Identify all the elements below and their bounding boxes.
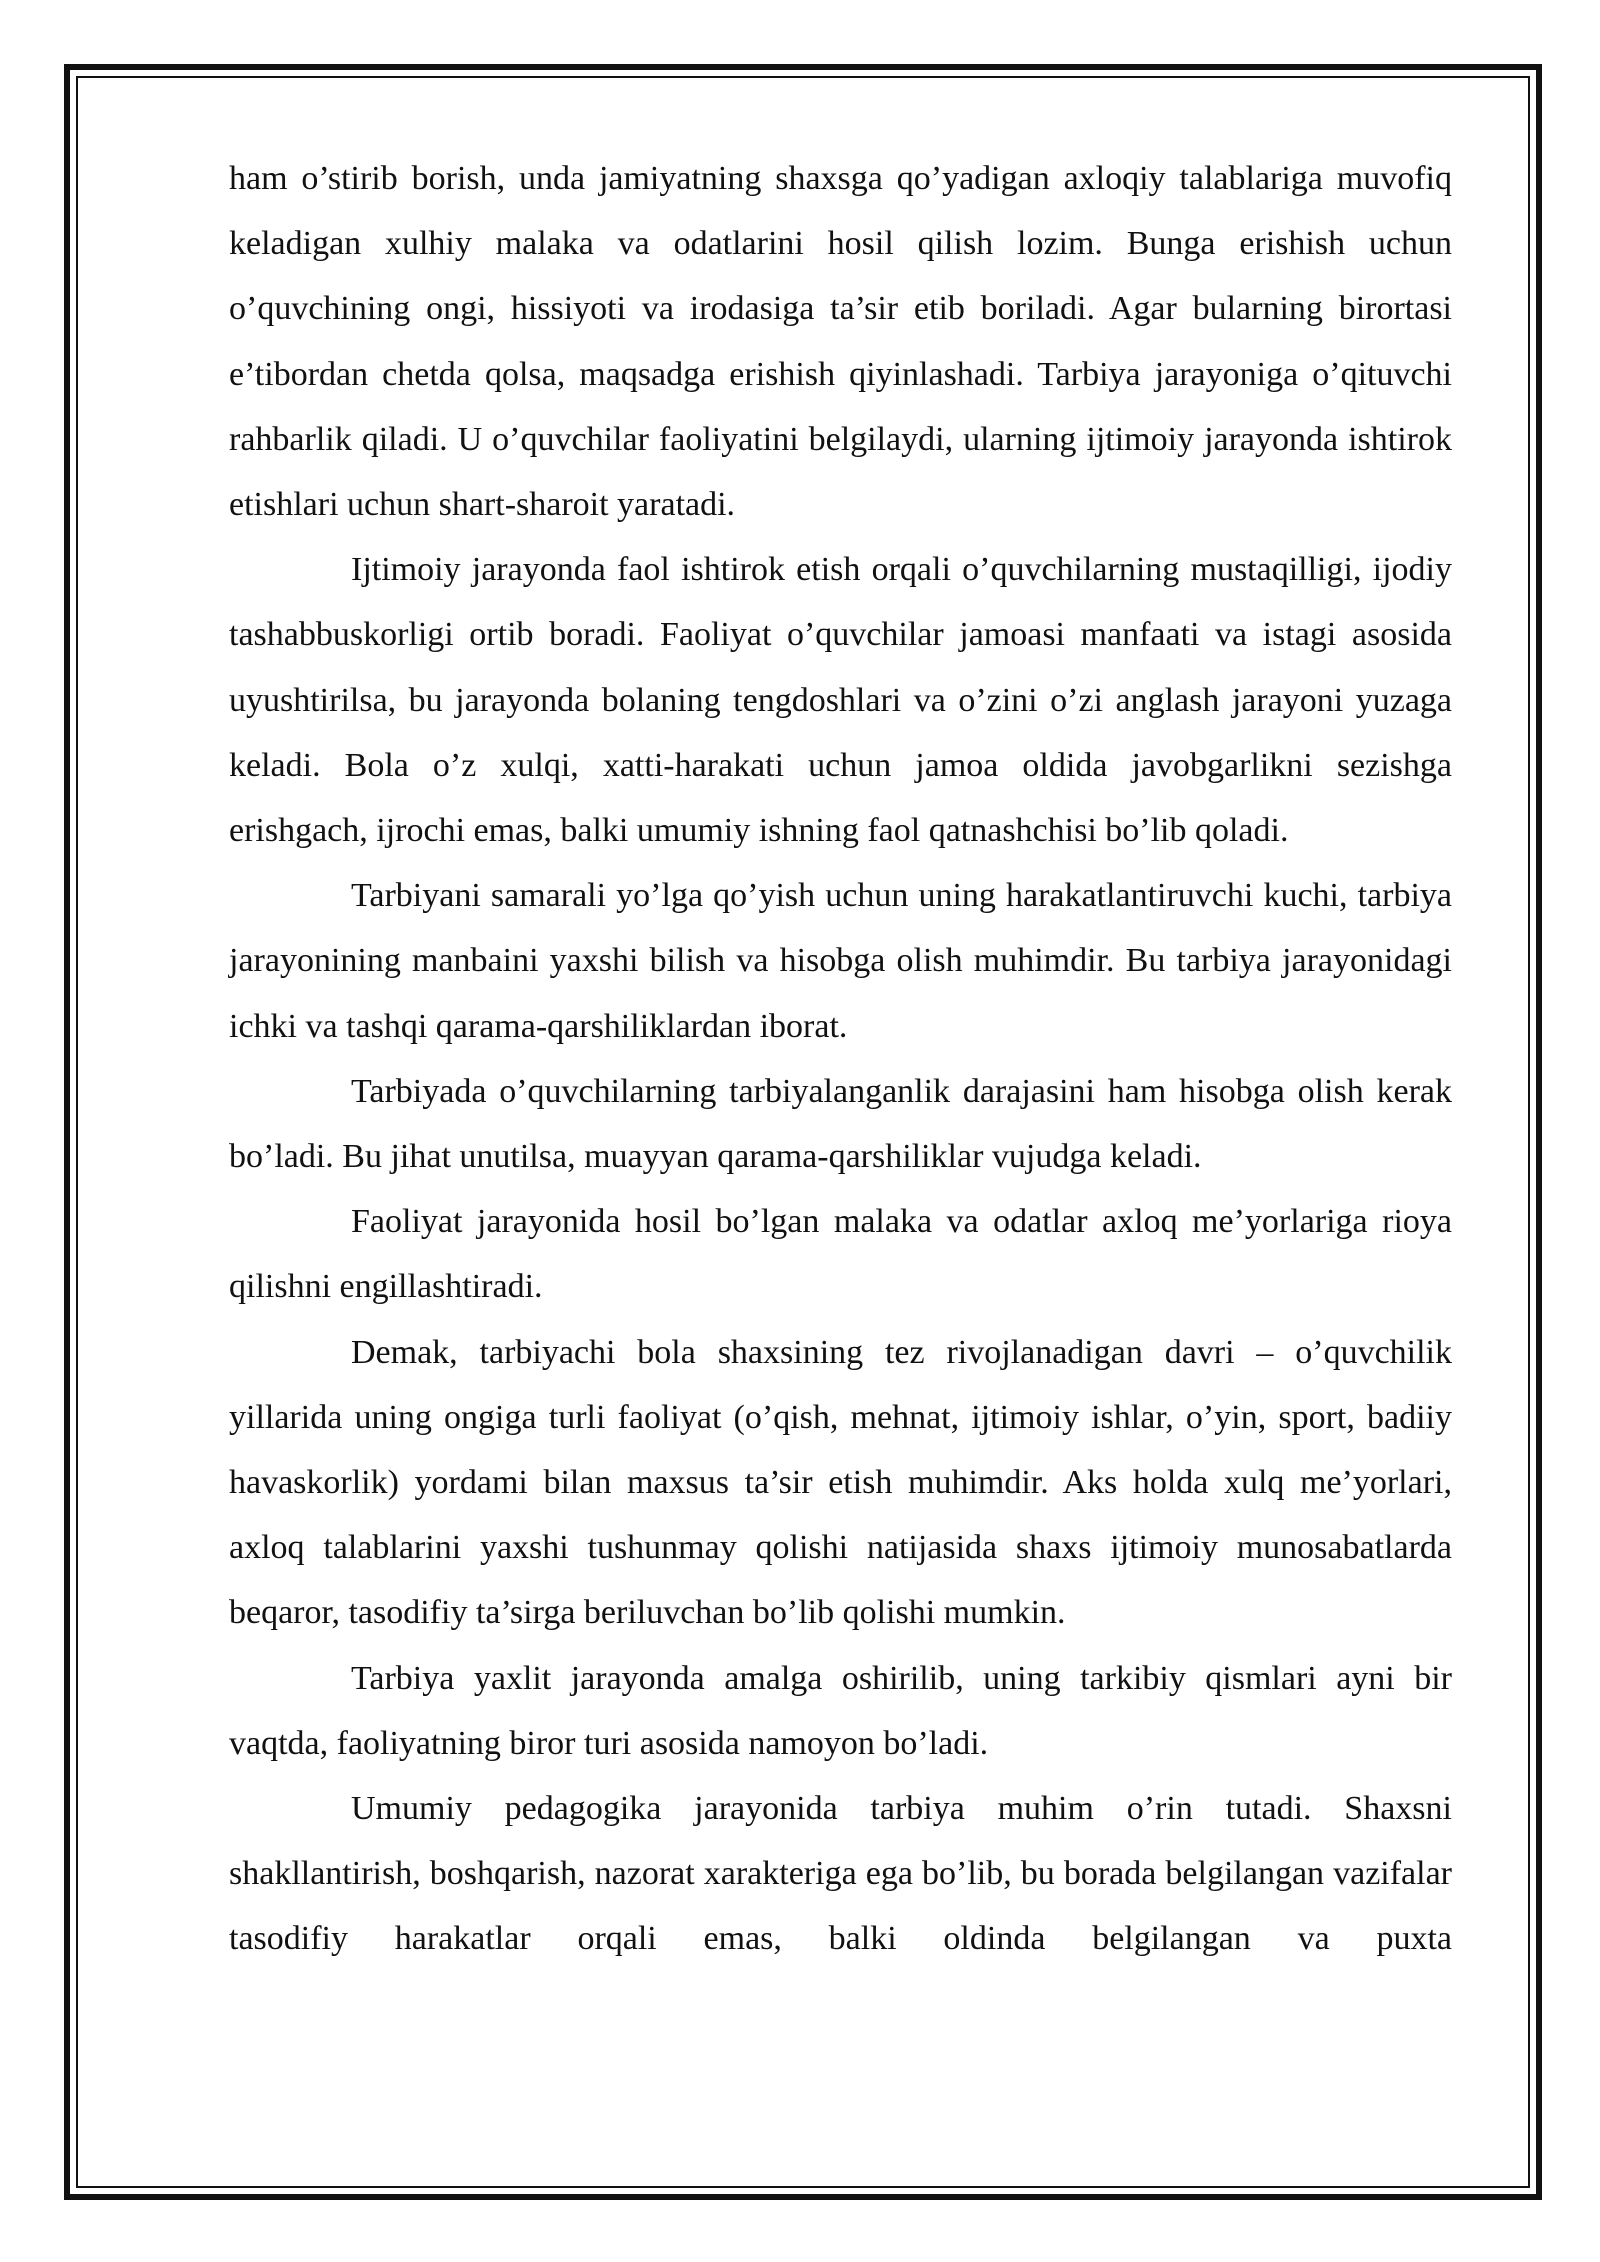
paragraph: Ijtimoiy jarayonda faol ishtirok etish orqali o’quvchilarning mustaqilligi, ijodiy tashabbuskorligi ortib boradi. Faoliyat o’quvchilar jamoasi manfaati va istagi asosida uyushtirilsa, bu jarayonda bolaning tengdoshlari va o’zini o’zi anglash jarayoni yuzaga keladi. Bola o’z xulqi, xatti-harakati uchun jamoa oldida javobgarlikni sezishga erishgach, ijrochi emas, balki umumiy ishning faol qatnashchisi bo’lib qoladi.: [229, 551, 1452, 850]
paragraph: Umumiy pedagogika jarayonida tarbiya muhim o’rin tutadi. Shaxsni shakllantirish, boshqarish, nazorat xarakteriga ega bo’lib, bu borada belgilangan vazifalar tasodifiy harakatlar orqali emas, balki oldinda belgilangan va puxta: [229, 1790, 1452, 1958]
paragraph: ham o’stirib borish, unda jamiyatning shaxsga qo’yadigan axloqiy talablariga muvofiq keladigan xulhiy malaka va odatlarini hosil qilish lozim. Bunga erishish uchun o’quvchining ongi, hissiyoti va irodasiga ta’sir etib boriladi. Agar bularning birortasi e’tibordan chetda qolsa, maqsadga erishish qiyinlashadi. Tarbiya jarayoniga o’qituvchi rahbarlik qiladi. U o’quvchilar faoliyatini belgilaydi, ularning ijtimoiy jarayonda ishtirok etishlari uchun shart-sharoit yaratadi.: [229, 160, 1452, 524]
paragraph: Tarbiyani samarali yo’lga qo’yish uchun uning harakatlantiruvchi kuchi, tarbiya jarayonining manbaini yaxshi bilish va hisobga olish muhimdir. Bu tarbiya jarayonidagi ichki va tashqi qarama-qarshiliklardan iborat.: [229, 877, 1452, 1045]
paragraph: Faoliyat jarayonida hosil bo’lgan malaka va odatlar axloq me’yorlariga rioya qilishni engillashtiradi.: [229, 1203, 1452, 1306]
paragraph: Demak, tarbiyachi bola shaxsining tez rivojlanadigan davri – o’quvchilik yillarida uning ongiga turli faoliyat (o’qish, mehnat, ijtimoiy ishlar, o’yin, sport, badiiy havaskorlik) yordami bilan maxsus ta’sir etish muhimdir. Aks holda xulq me’yorlari, axloq talablarini yaxshi tushunmay qolishi natijasida shaxs ijtimoiy munosabatlarda beqaror, tasodifiy ta’sirga beriluvchan bo’lib qolishi mumkin.: [229, 1333, 1452, 1632]
document-body: [229, 146, 1452, 1972]
paragraph: Tarbiya yaxlit jarayonda amalga oshirilib, uning tarkibiy qismlari ayni bir vaqtda, faoliyatning biror turi asosida namoyon bo’ladi.: [229, 1659, 1452, 1762]
paragraph: Tarbiyada o’quvchilarning tarbiyalanganlik darajasini ham hisobga olish kerak bo’ladi. Bu jihat unutilsa, muayyan qarama-qarshiliklar vujudga keladi.: [229, 1072, 1452, 1176]
